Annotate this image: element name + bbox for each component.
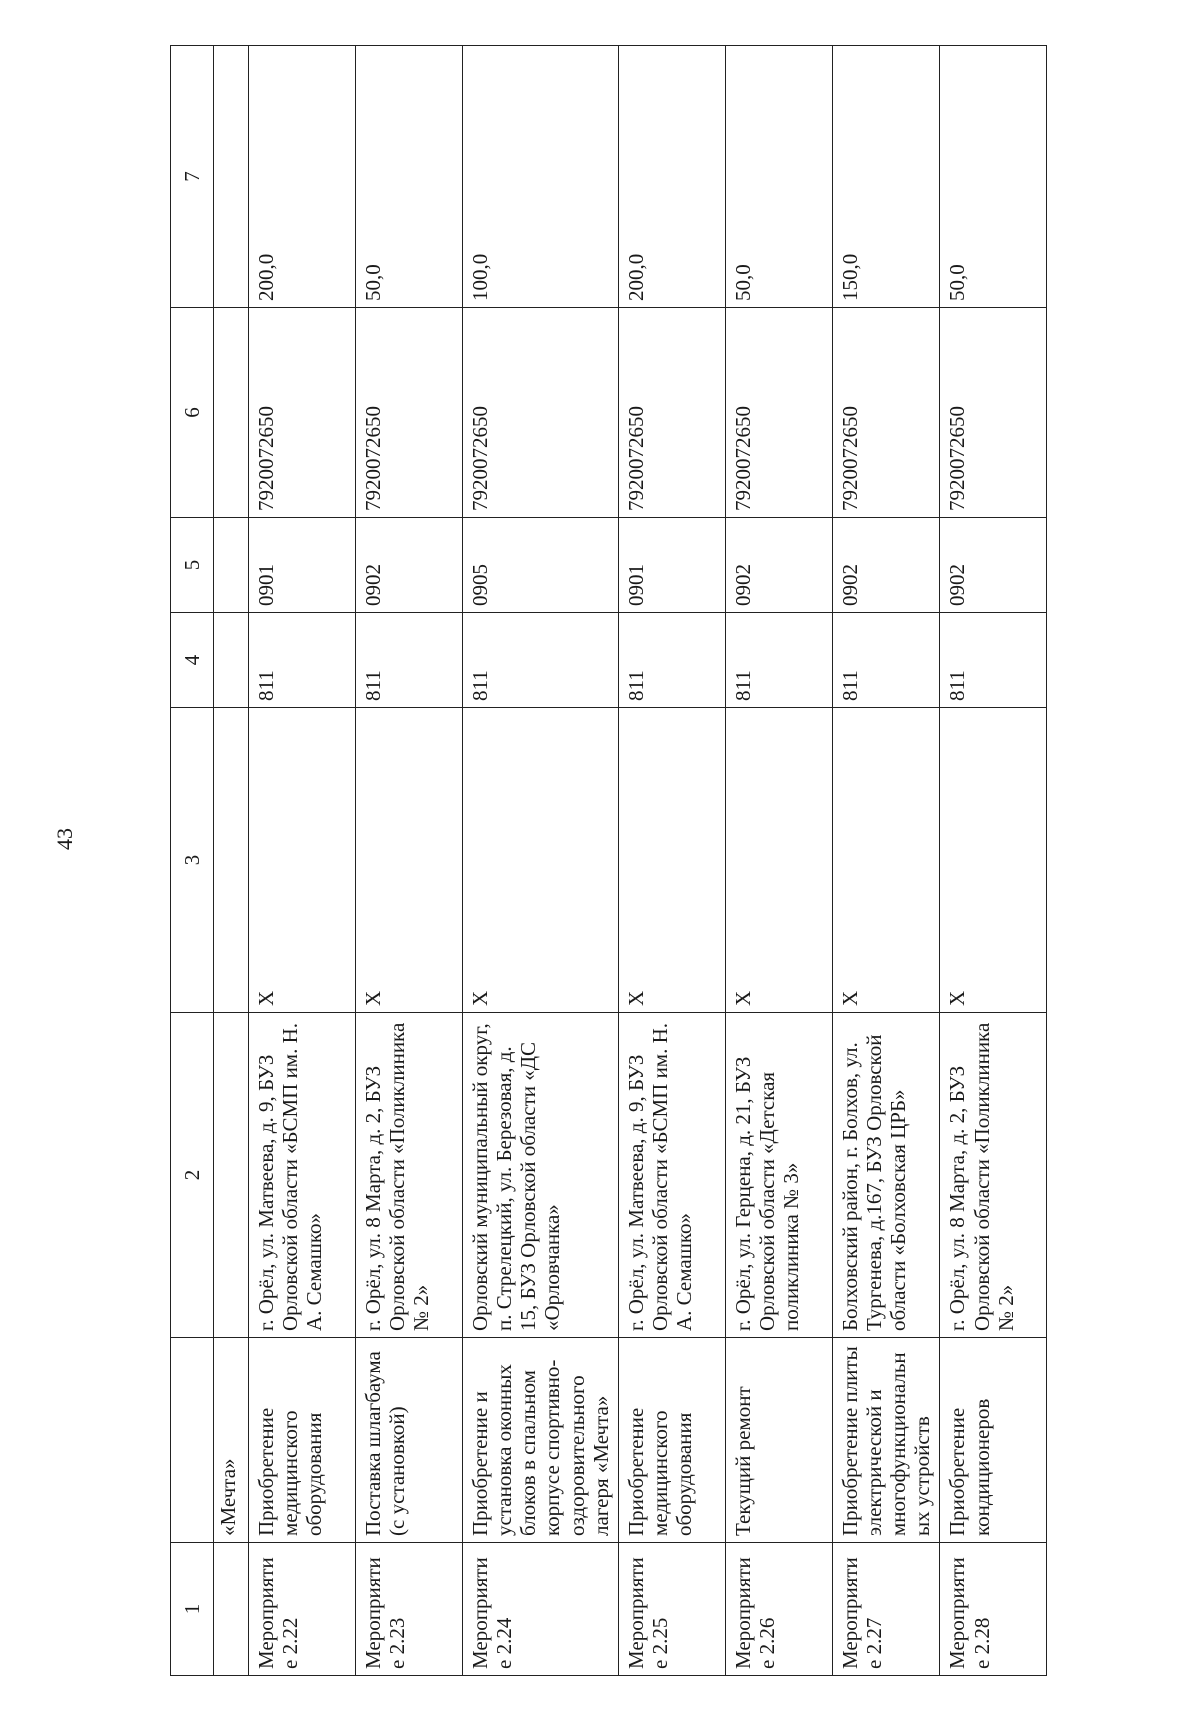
header-row: [171, 46, 214, 1676]
cell-col-6: 7920072650: [249, 308, 356, 518]
cell-event-name: Приобретение медицинского оборудования: [618, 1338, 725, 1543]
cell-col-5: 0901: [618, 518, 725, 613]
header-col-3: 3: [171, 708, 214, 1013]
cell-col-5: 0902: [832, 518, 940, 613]
cell-event-name: Приобретение и установка оконных блоков в спальном корпусе спортивно-оздоровительного лагеря «Мечта»: [463, 1338, 619, 1543]
cell-col-6: 7920072650: [832, 308, 940, 518]
cell-address: г. Орёл, ул. Герцена, д. 21, БУЗ Орловской области «Детская поликлиника № 3»: [725, 1013, 832, 1338]
cell-event-name: Приобретение кондиционеров: [940, 1338, 1047, 1543]
cell-col-3: X: [249, 708, 356, 1013]
cell-address: Болховский район, г. Болхов, ул. Тургенева, д.167, БУЗ Орловской области «Болховская ЦРБ»: [832, 1013, 940, 1338]
cell: [214, 518, 249, 613]
header-col-1b: [171, 1338, 214, 1543]
cell: [214, 613, 249, 708]
cell-address: Орловский муниципальный округ, п. Стрелецкий, ул. Березовая, д. 15, БУЗ Орловской области «ДС «Орловчанка»: [463, 1013, 619, 1338]
cell-col-4: 811: [356, 613, 463, 708]
table-row: [725, 46, 832, 1676]
table-row: [832, 46, 940, 1676]
cell-event-id: Мероприятие 2.27: [832, 1543, 940, 1676]
cell-amount: 50,0: [356, 46, 463, 308]
cell-address: г. Орёл, ул. Матвеева, д. 9, БУЗ Орловской области «БСМП им. Н. А. Семашко»: [618, 1013, 725, 1338]
page-number: 43: [52, 828, 77, 850]
cell-col-3: X: [618, 708, 725, 1013]
cell-event-name: Приобретение плиты электрической и многофункциональных устройств: [832, 1338, 940, 1543]
cell: [214, 1013, 249, 1338]
cell-col-3: X: [725, 708, 832, 1013]
cell-col-3: X: [463, 708, 619, 1013]
cell: [214, 1543, 249, 1676]
table-row: [463, 46, 619, 1676]
table-row: [356, 46, 463, 1676]
cell-address: г. Орёл, ул. Матвеева, д. 9, БУЗ Орловской области «БСМП им. Н. А. Семашко»: [249, 1013, 356, 1338]
cell-col-6: 7920072650: [356, 308, 463, 518]
header-col-6: 6: [171, 308, 214, 518]
cell-address: г. Орёл, ул. 8 Марта, д. 2, БУЗ Орловской области «Поликлиника № 2»: [940, 1013, 1047, 1338]
table-row: [618, 46, 725, 1676]
table-row: [249, 46, 356, 1676]
cell: [214, 46, 249, 308]
cell-event-id: Мероприятие 2.26: [725, 1543, 832, 1676]
header-col-5: 5: [171, 518, 214, 613]
cell-col-6: 7920072650: [463, 308, 619, 518]
cell-col-5: 0902: [940, 518, 1047, 613]
cell-col-5: 0901: [249, 518, 356, 613]
cell-amount: 50,0: [725, 46, 832, 308]
cell-event-name: Текущий ремонт: [725, 1338, 832, 1543]
cell-amount: 150,0: [832, 46, 940, 308]
table-row: [940, 46, 1047, 1676]
cell: [214, 708, 249, 1013]
cell-col-4: 811: [249, 613, 356, 708]
cell-event-id: Мероприятие 2.28: [940, 1543, 1047, 1676]
cell-amount: 50,0: [940, 46, 1047, 308]
cell-event-id: Мероприятие 2.22: [249, 1543, 356, 1676]
cell-col-4: 811: [940, 613, 1047, 708]
cell-amount: 200,0: [249, 46, 356, 308]
cell-col-4: 811: [618, 613, 725, 708]
cell-event-id: Мероприятие 2.25: [618, 1543, 725, 1676]
cell-address: г. Орёл, ул. 8 Марта, д. 2, БУЗ Орловской области «Поликлиника № 2»: [356, 1013, 463, 1338]
cell-col-6: 7920072650: [618, 308, 725, 518]
budget-table: [170, 45, 1047, 1676]
cell: [214, 308, 249, 518]
cell-col-4: 811: [832, 613, 940, 708]
cell-col-3: X: [940, 708, 1047, 1013]
cell-col-6: 7920072650: [940, 308, 1047, 518]
cell-amount: 100,0: [463, 46, 619, 308]
cell-col-3: X: [356, 708, 463, 1013]
cell-col-5: 0905: [463, 518, 619, 613]
cell-col-5: 0902: [725, 518, 832, 613]
cell-col-4: 811: [725, 613, 832, 708]
header-col-4: 4: [171, 613, 214, 708]
cell-col-6: 7920072650: [725, 308, 832, 518]
budget-table-wrapper: [170, 46, 1060, 1676]
cell-event-id: Мероприятие 2.23: [356, 1543, 463, 1676]
cell-event-name: Приобретение медицинского оборудования: [249, 1338, 356, 1543]
cell-col-3: X: [832, 708, 940, 1013]
cell-col-5: 0902: [356, 518, 463, 613]
cell-amount: 200,0: [618, 46, 725, 308]
cell-col-4: 811: [463, 613, 619, 708]
header-col-2: 2: [171, 1013, 214, 1338]
cell-event-name: Поставка шлагбаума (с установкой): [356, 1338, 463, 1543]
cell-event-id: Мероприятие 2.24: [463, 1543, 619, 1676]
header-col-7: 7: [171, 46, 214, 308]
header-col-1: 1: [171, 1543, 214, 1676]
cell-continued-name: «Мечта»: [214, 1338, 249, 1543]
continuation-row: [214, 46, 249, 1676]
